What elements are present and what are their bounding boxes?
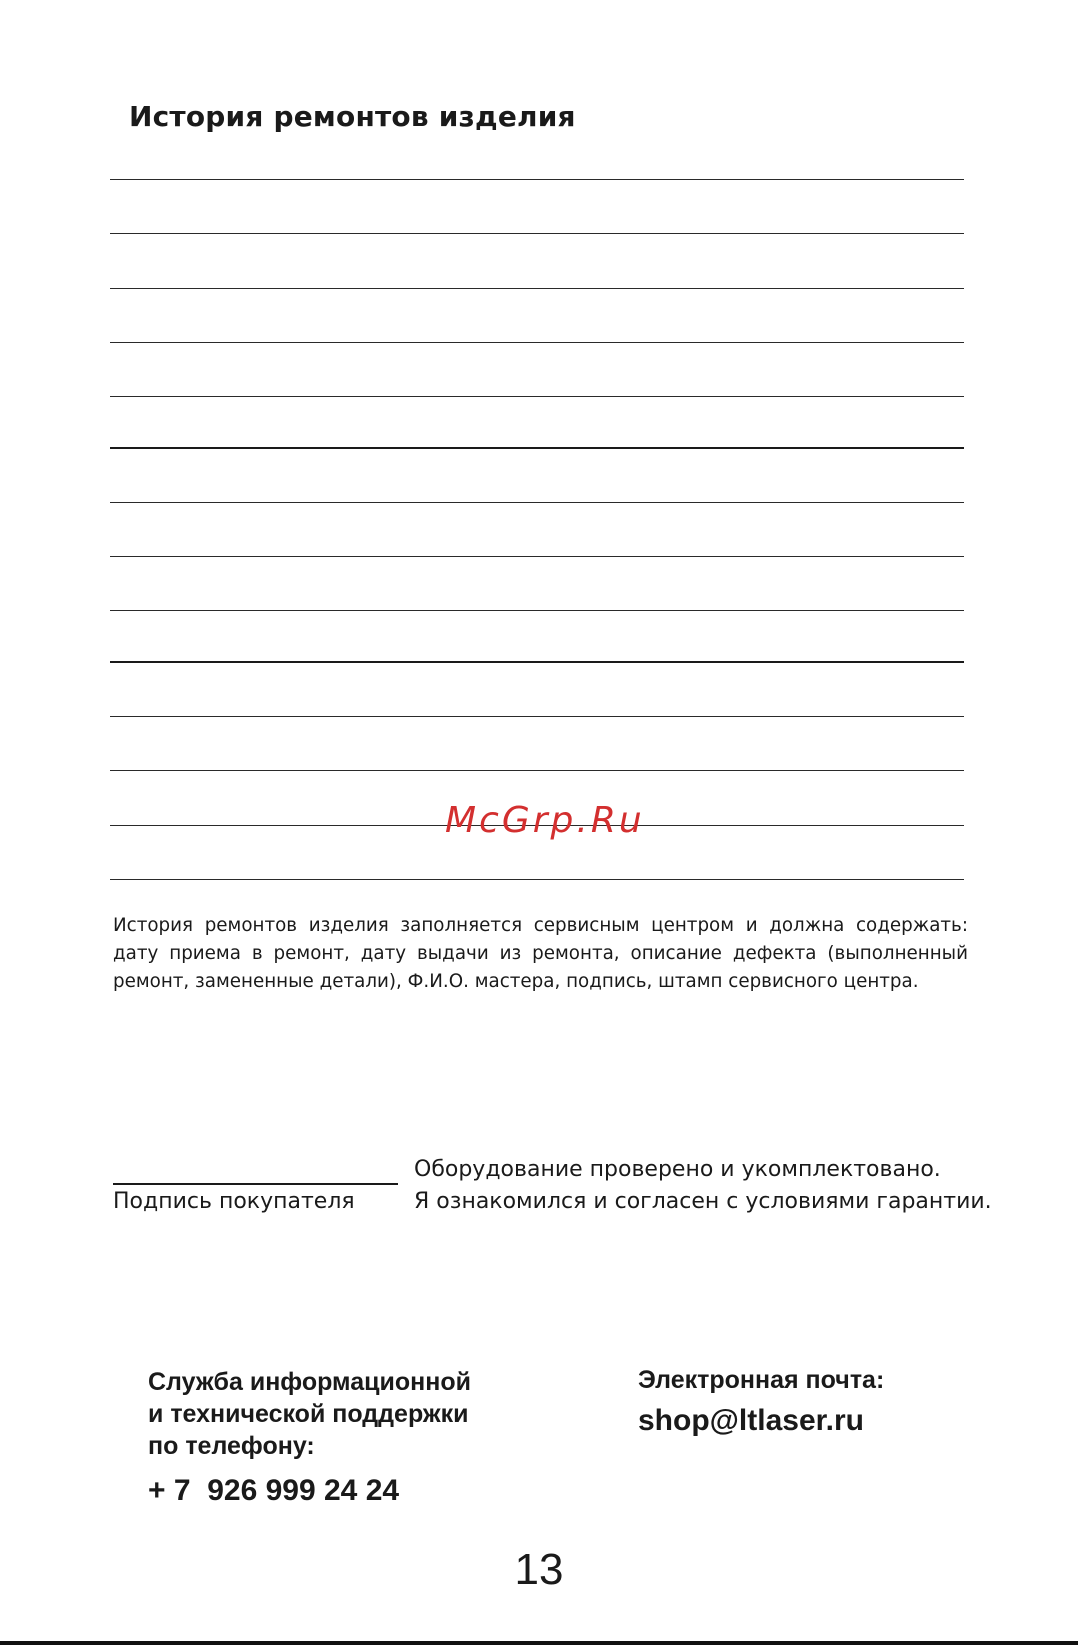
support-title: Служба информационной и технической поддержки по телефону: [148,1368,471,1460]
signature-line [113,1183,398,1185]
repair-history-note: История ремонтов изделия заполняется сервисным центром и должна содержать: дату приема в ремонт, дату выдачи из ремонта, описание дефекта (выполненный ремонт, замененные детали), Ф.И.О. мастера, подпись, штамп сервисного центра. [113,915,968,992]
repair-history-line [110,179,964,180]
email-title: Электронная почта: [638,1366,885,1394]
repair-history-line [110,447,964,449]
page-title: История ремонтов изделия [129,100,576,133]
repair-history-line [110,233,964,234]
repair-history-line [110,342,964,343]
repair-history-line [110,879,964,880]
warranty-agreement-text: Я ознакомился и согласен с условиями гарантии. [414,1189,992,1214]
email-address: shop@ltlaser.ru [638,1404,864,1437]
watermark: McGrp.Ru [445,800,645,841]
repair-history-line [110,556,964,557]
signature-label: Подпись покупателя [113,1189,355,1214]
equipment-checked-text: Оборудование проверено и укомплектовано. [414,1157,941,1182]
repair-history-line [110,716,964,717]
page-number: 13 [514,1545,564,1594]
support-phone: + 7 926 999 24 24 [148,1474,400,1507]
repair-history-line [110,288,964,289]
repair-history-line [110,770,964,771]
repair-history-line [110,661,964,663]
repair-history-line [110,396,964,397]
page-bottom-edge [0,1641,1078,1645]
repair-history-line [110,502,964,503]
repair-history-line [110,610,964,611]
